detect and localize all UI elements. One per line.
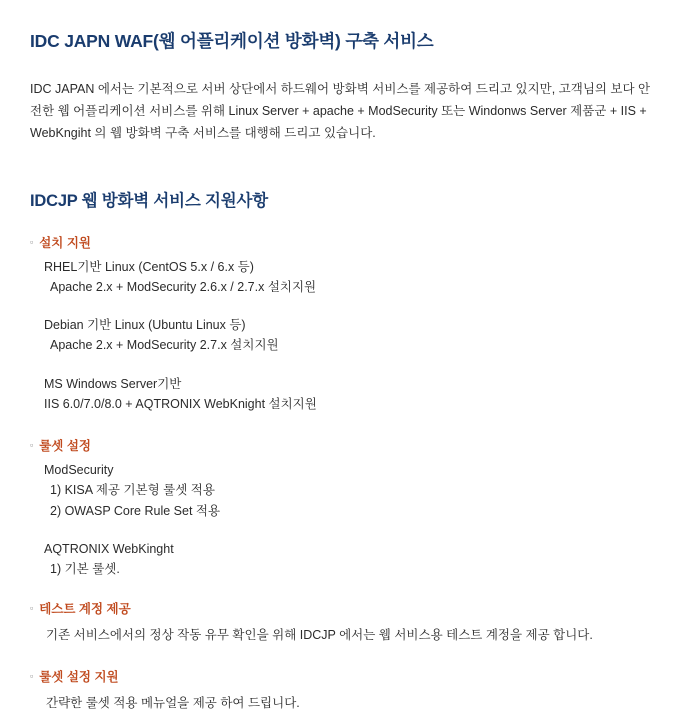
list-item <box>30 539 652 580</box>
section-heading <box>30 599 652 617</box>
detail-line: Debian 기반 Linux (Ubuntu Linux 등) <box>44 318 246 333</box>
support-section-test-account <box>30 599 652 646</box>
list-item <box>30 374 652 415</box>
section-heading <box>30 233 652 251</box>
section-heading-label: 룰셋 설정 <box>39 439 91 454</box>
support-section-ruleset-support <box>30 667 652 714</box>
section-heading <box>30 667 652 685</box>
section-heading <box>30 436 652 454</box>
square-bullet-icon: ▫ <box>30 440 34 451</box>
detail-line: IIS 6.0/7.0/8.0 + AQTRONIX WebKnight 설치지원 <box>44 396 317 411</box>
detail-line: Apache 2.x + ModSecurity 2.6.x / 2.7.x 설치지원 <box>50 279 317 294</box>
detail-line: 2) OWASP Core Rule Set 적용 <box>50 503 221 518</box>
detail-line: 1) KISA 제공 기본형 룰셋 적용 <box>50 483 215 498</box>
section-heading-label: 룰셋 설정 지원 <box>39 669 119 684</box>
list-item <box>30 460 652 521</box>
square-bullet-icon: ▫ <box>30 236 34 247</box>
detail-line: MS Windows Server기반 <box>44 376 182 391</box>
detail-line: ModSecurity <box>44 463 114 478</box>
detail-line: 기존 서비스에서의 정상 작동 유무 확인을 위해 IDCJP 에서는 웹 서비스용 테스트 계정을 제공 합니다. <box>46 628 593 643</box>
section-heading-label: 테스트 계정 제공 <box>39 602 131 617</box>
detail-line: Apache 2.x + ModSecurity 2.7.x 설치지원 <box>50 338 279 353</box>
section-title: IDCJP 웹 방화벽 서비스 지원사항 <box>30 191 268 210</box>
detail-line: 간략한 룰셋 적용 메뉴얼을 제공 하여 드립니다. <box>46 695 300 710</box>
page-title: IDC JAPN WAF(웹 어플리케이션 방화벽) 구축 서비스 <box>30 31 434 51</box>
square-bullet-icon: ▫ <box>30 670 34 681</box>
detail-line: 1) 기본 룰셋. <box>50 562 120 577</box>
detail-line: AQTRONIX WebKinght <box>44 541 174 556</box>
list-item <box>30 257 652 298</box>
square-bullet-icon: ▫ <box>30 603 34 614</box>
section-heading-label: 설치 지원 <box>39 235 91 250</box>
support-section-ruleset <box>30 436 652 579</box>
list-item <box>30 315 652 356</box>
support-section-install <box>30 233 652 415</box>
intro-paragraph: IDC JAPAN 에서는 기본적으로 서버 상단에서 하드웨어 방화벽 서비스를 제공하여 드리고 있지만, 고객님의 보다 안전한 웹 어플리케이션 서비스를 위해 Linux Server + apache + ModSecurity 또는 Windonws Server 제품군 + IIS + WebKngiht 의 웹 방화벽 구축 서비스를 대행해 드리고 있습니다. <box>30 82 651 140</box>
detail-line: RHEL기반 Linux (CentOS 5.x / 6.x 등) <box>44 259 254 274</box>
